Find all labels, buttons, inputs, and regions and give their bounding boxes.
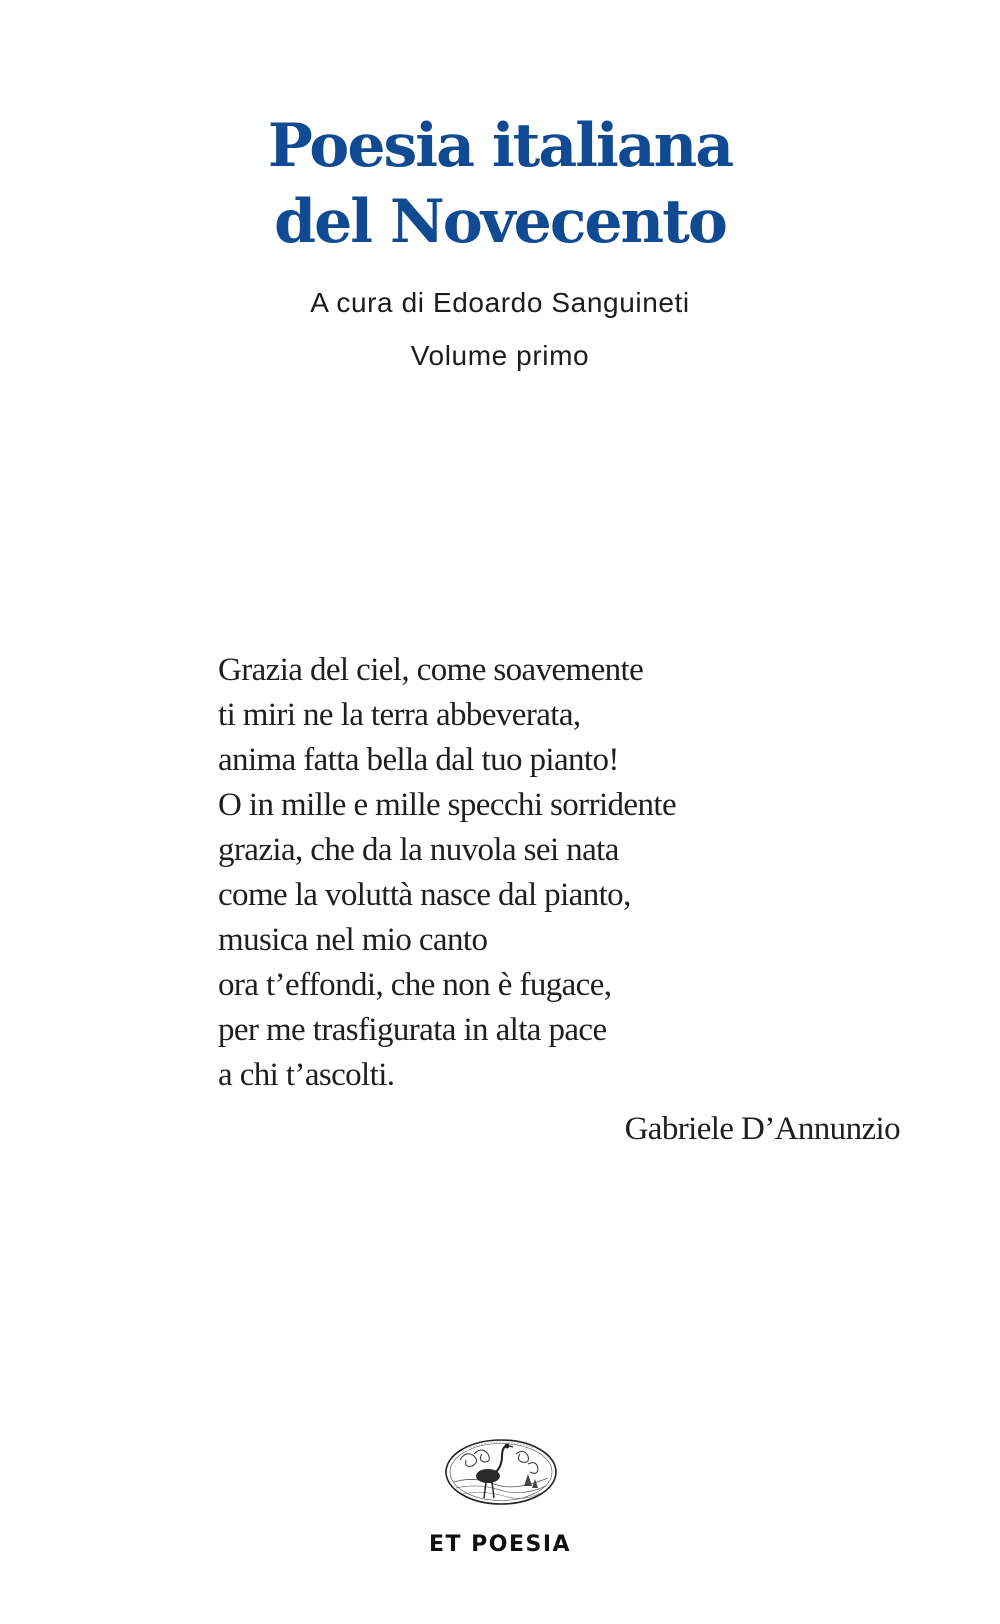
poem-line: per me trasfigurata in alta pace (218, 1012, 607, 1048)
poem-line: come la voluttà nasce dal pianto, (218, 877, 631, 913)
poem-author: Gabriele D’Annunzio (624, 1111, 900, 1147)
editor-credit: A cura di Edoardo Sanguineti (310, 287, 690, 318)
poem-line: ti miri ne la terra abbeverata, (218, 697, 581, 733)
book-title-line-2: del Novecento (274, 187, 726, 257)
poem-line: O in mille e mille specchi sorridente (218, 787, 676, 823)
poem-line: ora t’effondi, che non è fugace, (218, 967, 612, 1003)
ostrich-emblem-icon (444, 1438, 558, 1506)
poem-line: musica nel mio canto (218, 922, 488, 958)
poem-line: Grazia del ciel, come soavemente (218, 652, 644, 688)
epigraph-poem (218, 648, 676, 1098)
poem-line: grazia, che da la nuvola sei nata (218, 832, 619, 868)
poem-line: anima fatta bella dal tuo pianto! (218, 742, 619, 778)
volume-label: Volume primo (410, 340, 590, 371)
book-title (0, 108, 1000, 260)
book-title-line-1: Poesia italiana (267, 111, 733, 181)
poem-line: a chi t’ascolti. (218, 1057, 395, 1093)
series-label: ET POESIA (428, 1532, 572, 1557)
